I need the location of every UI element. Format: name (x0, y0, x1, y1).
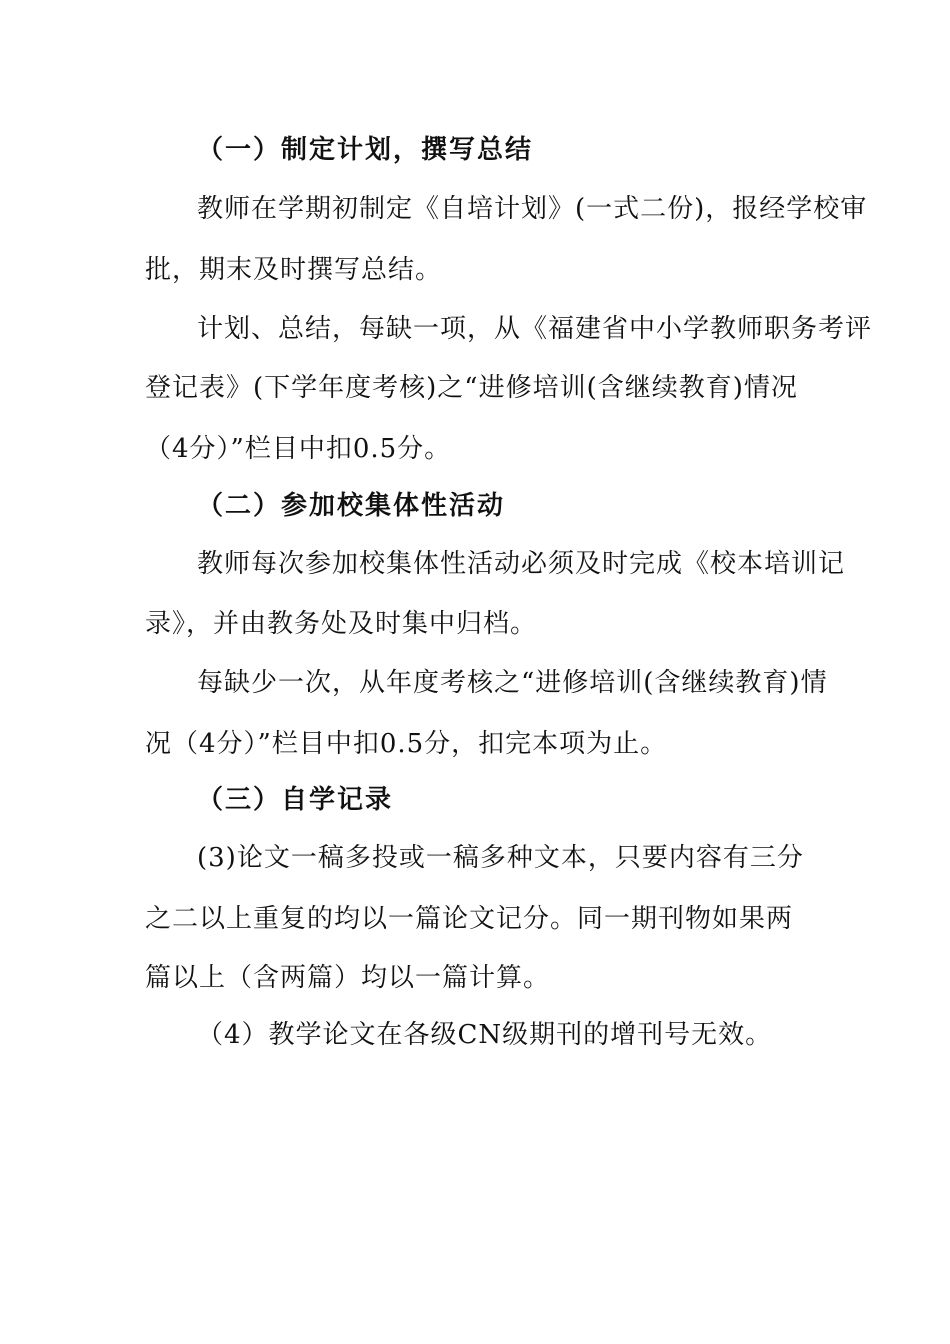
section-1-heading: （一）制定计划，撰写总结 (197, 135, 534, 165)
section-2-heading: （二）参加校集体性活动 (197, 491, 506, 521)
paragraph-line: （4分）”栏目中扣0.5分。 (145, 434, 452, 464)
paragraph-line: （4）教学论文在各级CN级期刊的增刊号无效。 (197, 1020, 773, 1050)
paragraph-line: 篇以上（含两篇）均以一篇计算。 (145, 963, 551, 993)
paragraph-line: 计划、总结，每缺一项，从《福建省中小学教师职务考评 (197, 314, 873, 344)
paragraph-line: 教师每次参加校集体性活动必须及时完成《校本培训记 (197, 549, 846, 579)
paragraph-line: 每缺少一次，从年度考核之“进修培训(含继续教育)情 (197, 668, 828, 698)
paragraph-line: 登记表》(下学年度考核)之“进修培训(含继续教育)情况 (145, 373, 798, 403)
paragraph-line: (3)论文一稿多投或一稿多种文本，只要内容有三分 (197, 843, 804, 873)
paragraph-line: 之二以上重复的均以一篇论文记分。同一期刊物如果两 (145, 904, 794, 934)
paragraph-line: 批，期末及时撰写总结。 (145, 255, 443, 285)
paragraph-line: 录》，并由教务处及时集中归档。 (145, 609, 538, 639)
section-3-heading: （三）自学记录 (197, 785, 394, 815)
paragraph-line: 教师在学期初制定《自培计划》(一式二份)，报经学校审 (197, 194, 868, 224)
paragraph-line: 况（4分）”栏目中扣0.5分，扣完本项为止。 (145, 729, 668, 759)
